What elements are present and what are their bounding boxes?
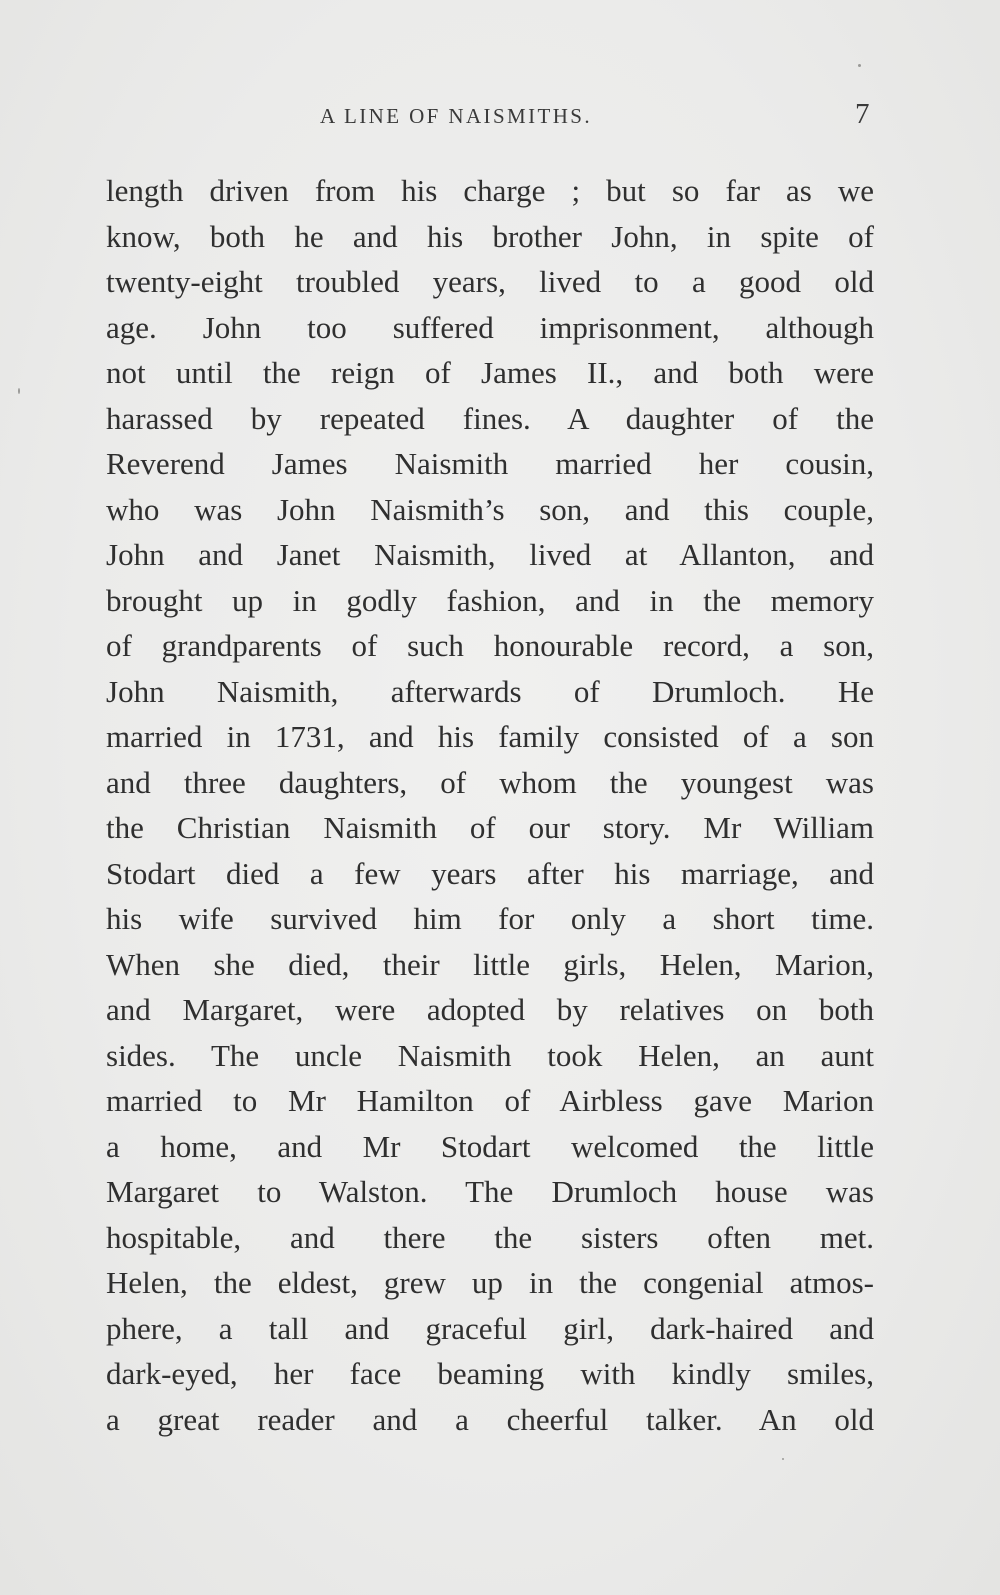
text-line: John Naismith, afterwards of Drumloch. He xyxy=(106,673,874,709)
page-number: 7 xyxy=(855,98,870,130)
text-line: Margaret to Walston. The Drumloch house was xyxy=(106,1174,874,1209)
text-line: Helen, the eldest, grew up in the congenial atmos- xyxy=(106,1265,874,1300)
running-head: A LINE OF NAISMITHS. xyxy=(320,104,593,128)
text-line: Stodart died a few years after his marriage, and xyxy=(106,855,874,891)
text-line: John and Janet Naismith, lived at Allanton, and xyxy=(106,537,874,572)
paper-speck xyxy=(858,64,861,67)
text-line: who was John Naismith’s son, and this couple, xyxy=(106,491,874,527)
body-text xyxy=(106,168,874,1442)
text-line: sides. The uncle Naismith took Helen, an aunt xyxy=(106,1037,874,1073)
paper-speck xyxy=(782,1458,784,1460)
text-line: length driven from his charge ; but so far as we xyxy=(106,173,874,208)
text-line: not until the reign of James II., and both were xyxy=(106,355,874,390)
text-line: Reverend James Naismith married her cousin, xyxy=(106,446,874,481)
text-line: dark-eyed, her face beaming with kindly smiles, xyxy=(106,1356,874,1391)
text-line: of grandparents of such honourable record, a son, xyxy=(106,628,874,663)
text-line: and Margaret, were adopted by relatives on both xyxy=(106,992,874,1027)
text-line: know, both he and his brother John, in spite of xyxy=(106,218,874,254)
text-line: phere, a tall and graceful girl, dark-haired and xyxy=(106,1310,874,1346)
text-line: and three daughters, of whom the youngest was xyxy=(106,764,874,800)
text-line: hospitable, and there the sisters often met. xyxy=(106,1219,874,1255)
text-line: his wife survived him for only a short time. xyxy=(106,901,874,936)
text-line: a great reader and a cheerful talker. An old xyxy=(106,1401,874,1437)
paper-speck xyxy=(18,388,20,394)
text-line: the Christian Naismith of our story. Mr William xyxy=(106,810,874,845)
text-line: When she died, their little girls, Helen, Marion, xyxy=(106,946,874,982)
text-line: brought up in godly fashion, and in the memory xyxy=(106,582,874,618)
text-line: married to Mr Hamilton of Airbless gave Marion xyxy=(106,1083,874,1118)
text-line: age. John too suffered imprisonment, although xyxy=(106,309,874,345)
text-line: married in 1731, and his family consisted of a son xyxy=(106,719,874,754)
text-line: harassed by repeated fines. A daughter of the xyxy=(106,400,874,436)
text-line: twenty-eight troubled years, lived to a good old xyxy=(106,264,874,299)
text-line: a home, and Mr Stodart welcomed the little xyxy=(106,1128,874,1164)
